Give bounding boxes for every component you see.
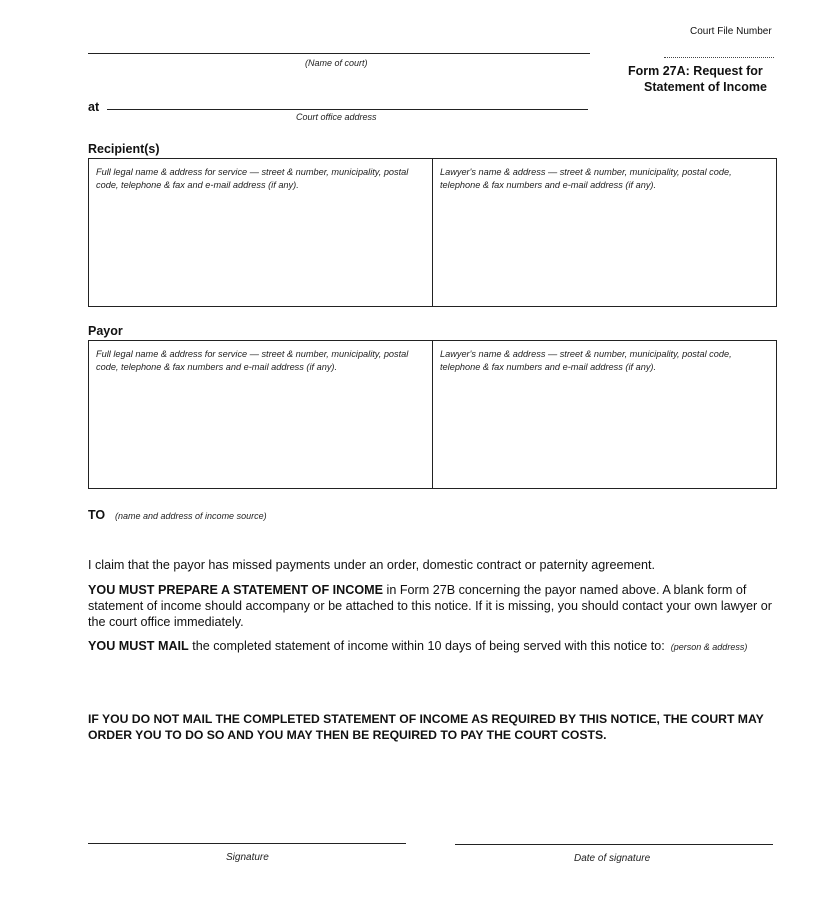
recipient-lawyer-cell[interactable]: Lawyer's name & address — street & number, municipality, postal code, telephone & fax numbers and e-mail address (if any). [440, 167, 732, 190]
to-hint: (name and address of income source) [115, 511, 267, 521]
claim-statement: I claim that the payor has missed payments under an order, domestic contract or paternity agreement. [88, 558, 656, 572]
prepare-rest: in Form 27B concerning the payor named above. A blank form of statement of income should accompany or be attached to this notice. If it is missing, you should contact your own lawyer or the court office immediately. [88, 583, 772, 629]
recipients-heading: Recipient(s) [88, 142, 160, 156]
form-title-line2: Statement of Income [644, 80, 767, 94]
to-label: TO [88, 508, 106, 522]
mail-paragraph [88, 638, 778, 655]
payor-divider [432, 341, 433, 488]
court-address-line[interactable] [107, 109, 588, 110]
recipient-party-cell[interactable]: Full legal name & address for service — street & number, municipality, postal code, telephone & fax and e-mail address (if any). [96, 167, 409, 190]
payor-table [88, 340, 777, 489]
payor-heading: Payor [88, 324, 123, 338]
warning-paragraph: IF YOU DO NOT MAIL THE COMPLETED STATEMENT OF INCOME AS REQUIRED BY THIS NOTICE, THE COURT MAY ORDER YOU TO DO SO AND YOU MAY THEN BE REQUIRED TO PAY THE COURT COSTS. [88, 712, 764, 742]
court-file-number-field[interactable] [664, 57, 774, 58]
mail-rest: the completed statement of income within 10 days of being served with this notice to: [188, 639, 665, 653]
date-of-signature-line[interactable] [455, 844, 773, 845]
recipients-table [88, 158, 777, 307]
recipients-divider [432, 159, 433, 306]
payor-lawyer-cell[interactable]: Lawyer's name & address — street & number, municipality, postal code, telephone & fax numbers and e-mail address (if any). [440, 349, 732, 372]
court-file-number-label: Court File Number [690, 26, 772, 37]
signature-line[interactable] [88, 843, 406, 844]
date-of-signature-label: Date of signature [574, 853, 651, 864]
form-title-line1: Form 27A: Request for [628, 64, 763, 78]
mail-bold: YOU MUST MAIL [88, 639, 189, 653]
prepare-paragraph [88, 582, 778, 630]
court-address-label: Court office address [296, 112, 377, 122]
court-name-line[interactable] [88, 53, 590, 54]
signature-label: Signature [226, 852, 269, 863]
prepare-bold: YOU MUST PREPARE A STATEMENT OF INCOME [88, 583, 384, 597]
court-name-label: (Name of court) [305, 58, 368, 68]
mail-hint: (person & address) [670, 642, 748, 652]
at-label: at [88, 100, 100, 114]
payor-party-cell[interactable]: Full legal name & address for service — street & number, municipality, postal code, telephone & fax numbers and e-mail address (if any). [96, 349, 409, 372]
